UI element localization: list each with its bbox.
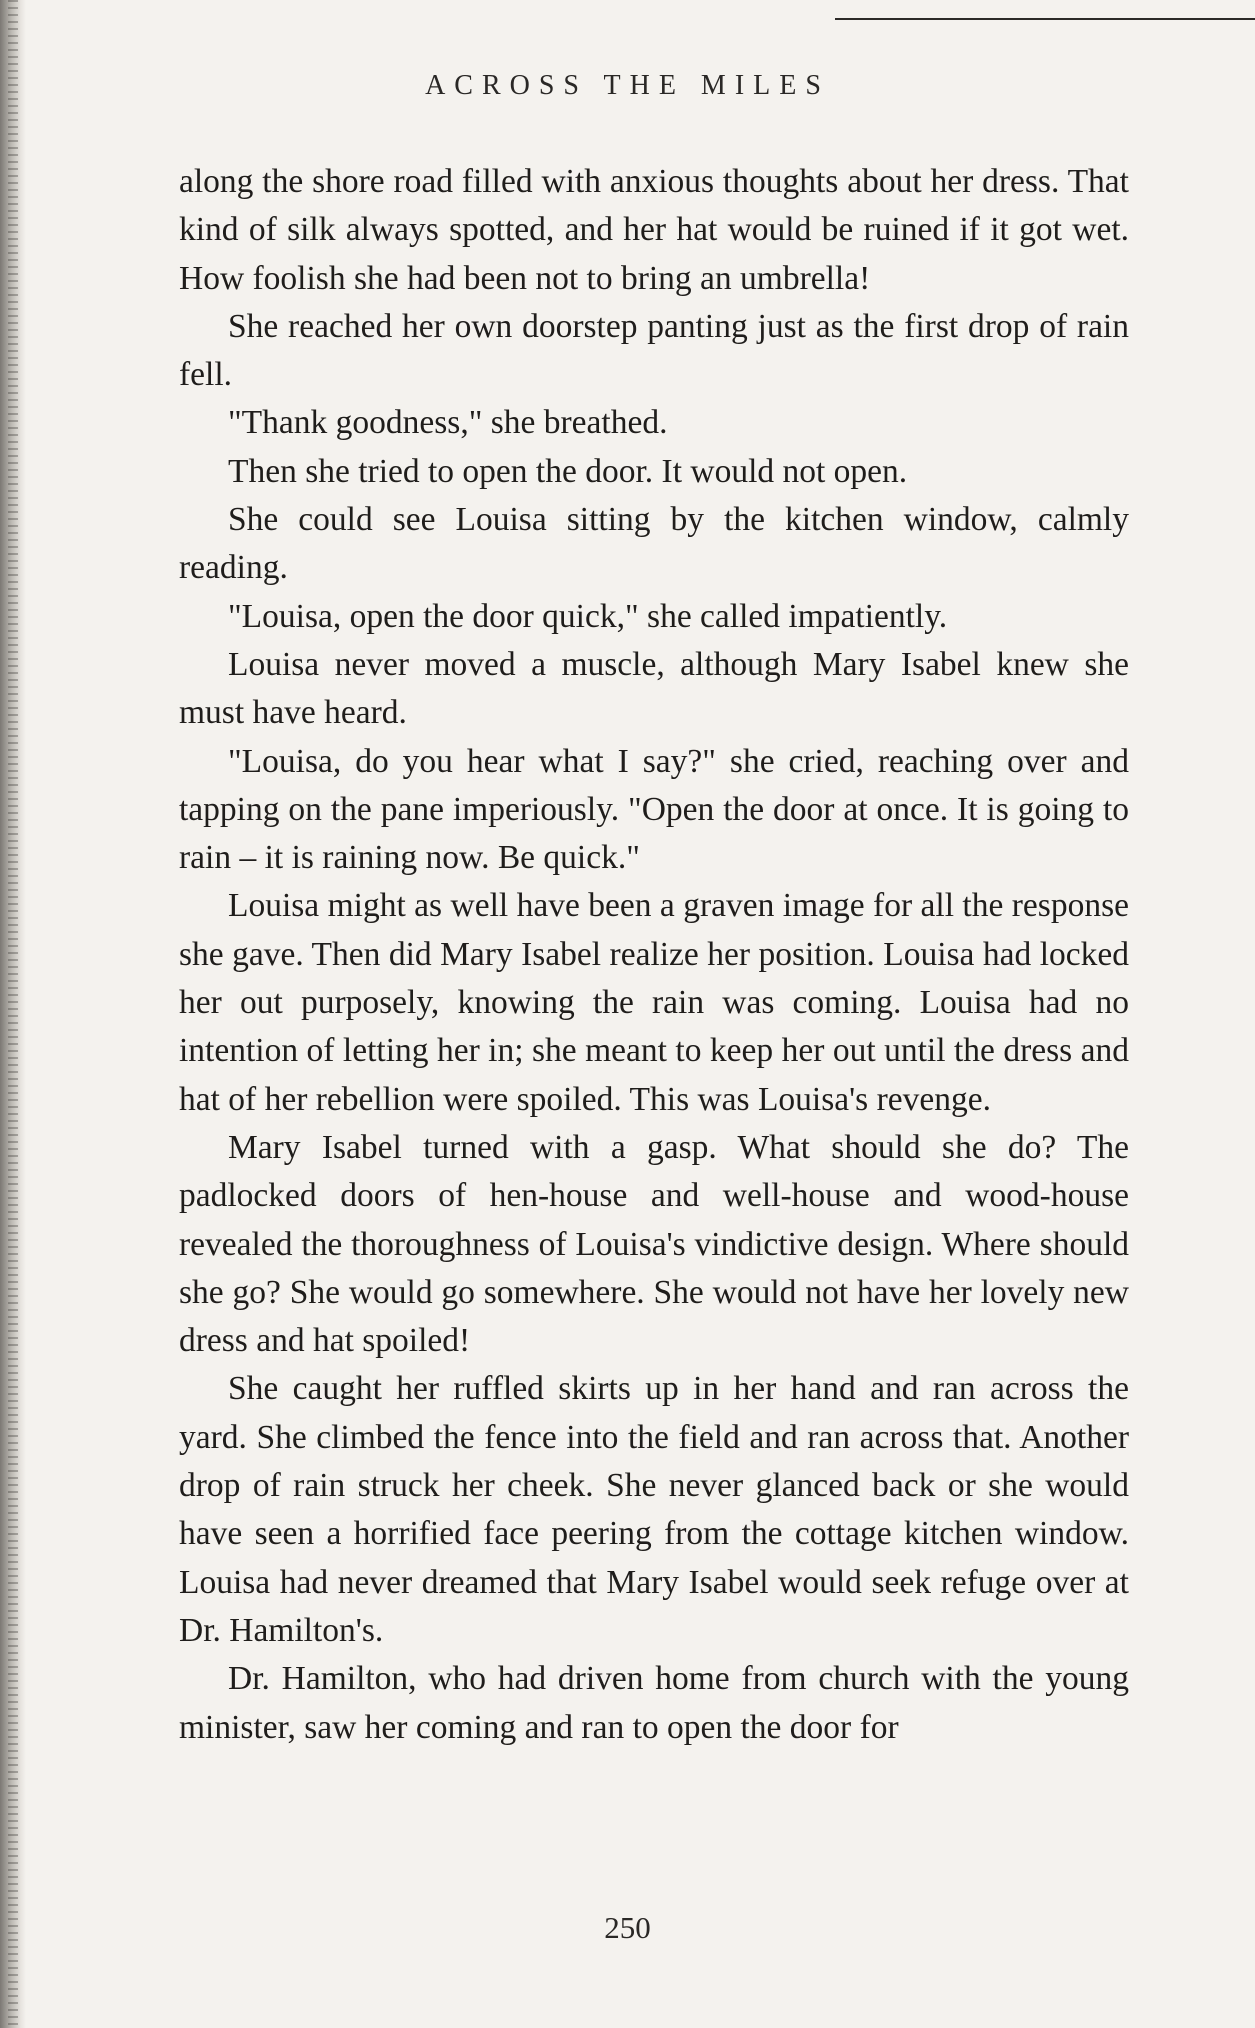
paragraph: Then she tried to open the door. It would not open.	[228, 452, 908, 490]
page-number: 250	[604, 1910, 651, 1945]
paragraph: She could see Louisa sitting by the kitchen window, calmly reading.	[179, 501, 1129, 587]
paragraph: Louisa might as well have been a graven image for all the response she gave. Then did Mary Isabel realize her position. Louisa had locked her out purposely, knowing the rain was coming. Louisa had no intention of letting her in; she meant to keep her out until the dress and hat of her rebellion were spoiled. This was Louisa's revenge.	[179, 887, 1129, 1118]
paragraph: along the shore road filled with anxious thoughts about her dress. That kind of silk always spotted, and her hat would be ruined if it got wet. How foolish she had been not to bring an umbrella!	[179, 163, 1129, 297]
body-text	[179, 158, 1129, 1752]
paragraph: "Louisa, do you hear what I say?" she cried, reaching over and tapping on the pane imperiously. "Open the door at once. It is going to rain – it is raining now. Be quick."	[179, 742, 1129, 877]
page-top-edge	[835, 0, 1255, 20]
paragraph: She reached her own doorstep panting just as the first drop of rain fell.	[179, 307, 1129, 394]
running-head: ACROSS THE MILES	[425, 70, 830, 101]
paragraph: Louisa never moved a muscle, although Mary Isabel knew she must have heard.	[179, 645, 1129, 732]
paragraph: "Louisa, open the door quick," she called impatiently.	[228, 597, 948, 635]
paragraph: She caught her ruffled skirts up in her hand and ran across the yard. She climbed the fence into the field and ran across that. Another drop of rain struck her cheek. She never glanced back or she would have seen a horrified face peering from the cottage kitchen window. Louisa had never dreamed that Mary Isabel would seek refuge over at Dr. Hamilton's.	[179, 1370, 1129, 1649]
paragraph: Mary Isabel turned with a gasp. What should she do? The padlocked doors of hen-house and well-house and wood-house revealed the thoroughness of Louisa's vindictive design. Where should she go? She would go somewhere. She would not have her lovely new dress and hat spoiled!	[179, 1128, 1129, 1360]
binding-gutter-texture	[8, 0, 18, 2028]
paragraph: "Thank goodness," she breathed.	[228, 404, 668, 442]
paragraph: Dr. Hamilton, who had driven home from church with the young minister, saw her coming and ran to open the door for	[179, 1660, 1129, 1746]
